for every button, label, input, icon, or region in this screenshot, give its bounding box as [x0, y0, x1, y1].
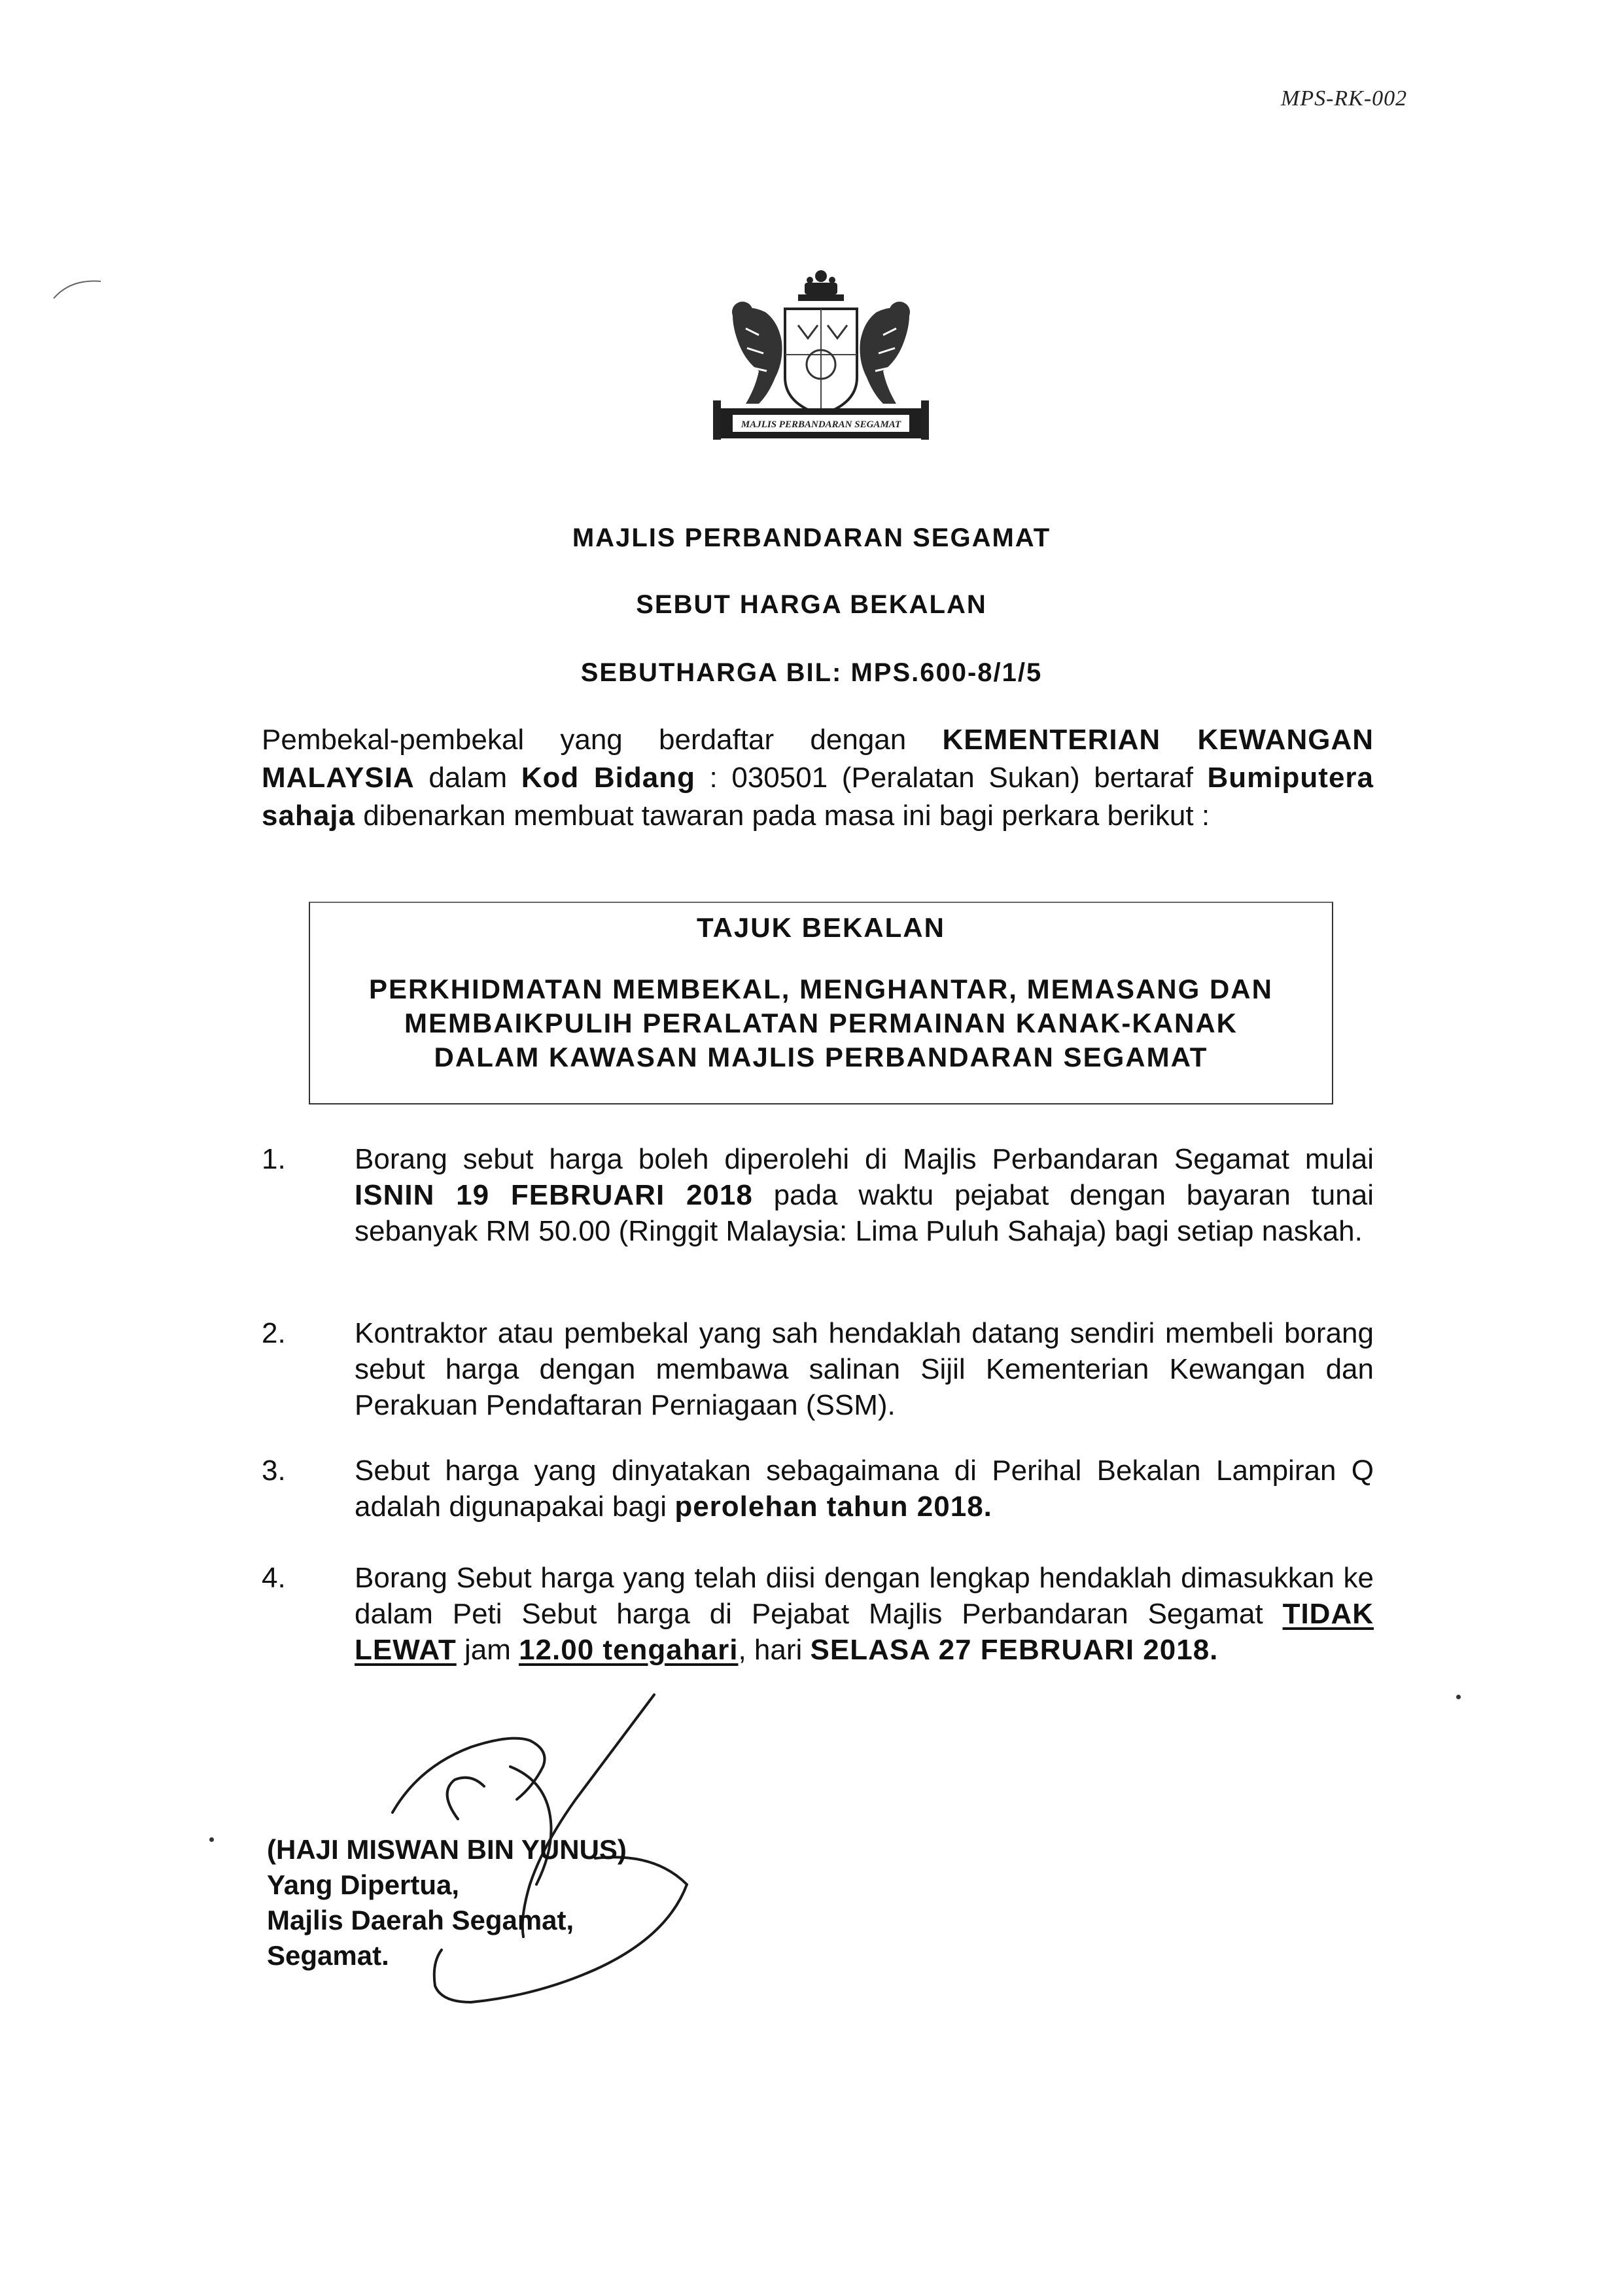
- quotation-number-heading: SEBUTHARGA BIL: MPS.600-8/1/5: [580, 658, 1043, 687]
- signatory-title: Yang Dipertua,: [267, 1869, 460, 1900]
- intro-text: dibenarkan membuat tawaran pada masa ini bagi perkara berikut :: [355, 800, 1210, 832]
- supply-line: MEMBAIKPULIH PERALATAN PERMAINAN KANAK-KANAK: [404, 1008, 1238, 1038]
- item-text: [355, 1560, 1374, 1668]
- supply-description: [336, 972, 1306, 1074]
- signatory-name: (HAJI MISWAN BIN YUNUS): [267, 1834, 627, 1865]
- supply-line: PERKHIDMATAN MEMBEKAL, MENGHANTAR, MEMASANG DAN: [369, 974, 1273, 1004]
- intro-paragraph: [262, 721, 1374, 835]
- item-text-part: Borang sebut harga boleh diperolehi di Majlis Perbandaran Segamat mulai: [355, 1143, 1374, 1175]
- signatory-block: [267, 1832, 627, 1973]
- supply-title-box: [309, 902, 1333, 1104]
- item-text-part: jam: [456, 1634, 519, 1666]
- item-text-part: , hari: [738, 1634, 811, 1666]
- intro-text: Pembekal-pembekal yang berdaftar dengan: [262, 724, 943, 756]
- item-number: 3.: [262, 1455, 286, 1487]
- deadline-qualifier: TIDAK LEWAT: [355, 1598, 1374, 1666]
- council-crest-icon: [707, 263, 935, 453]
- item-text-part: Borang Sebut harga yang telah diisi dengan lengkap hendaklah dimasukkan ke dalam Peti Sebut harga di Pejabat Majlis Perbandaran Segamat: [355, 1562, 1374, 1630]
- item-text: Kontraktor atau pembekal yang sah hendaklah datang sendiri membeli borang sebut harga dengan membawa salinan Sijil Kementerian Kewangan dan Perakuan Pendaftaran Perniagaan (SSM).: [355, 1317, 1374, 1421]
- signatory-place: Segamat.: [267, 1940, 389, 1971]
- signatory-office: Majlis Daerah Segamat,: [267, 1905, 574, 1935]
- item-number: 1.: [262, 1143, 286, 1175]
- svg-text:MAJLIS PERBANDARAN SEGAMAT: MAJLIS PERBANDARAN SEGAMAT: [741, 419, 901, 430]
- notice-type-heading: SEBUT HARGA BEKALAN: [636, 590, 987, 619]
- item-text-part: Sebut harga yang dinyatakan sebagaimana di Perihal Bekalan Lampiran Q adalah digunapakai bagi: [355, 1455, 1374, 1523]
- item-text: [355, 1453, 1374, 1525]
- procurement-year: perolehan tahun 2018.: [674, 1491, 992, 1523]
- item-text: [355, 1141, 1374, 1249]
- supply-box-title: TAJUK BEKALAN: [697, 912, 945, 943]
- ministry-name: KEMENTERIAN KEWANGAN MALAYSIA: [262, 724, 1374, 794]
- field-code-label: Kod Bidang: [521, 762, 695, 794]
- supply-line: DALAM KAWASAN MAJLIS PERBANDARAN SEGAMAT: [434, 1042, 1208, 1072]
- item-number: 4.: [262, 1562, 286, 1594]
- scan-speck: [1456, 1695, 1461, 1699]
- bumiputera-status: Bumiputera sahaja: [262, 762, 1374, 832]
- item-text-part: pada waktu pejabat dengan bayaran tunai sebanyak RM 50.00 (Ringgit Malaysia: Lima Puluh Sahaja) bagi setiap naskah.: [355, 1179, 1374, 1247]
- scan-speck: [209, 1837, 214, 1842]
- deadline-date: SELASA 27 FEBRUARI 2018.: [810, 1634, 1219, 1666]
- opening-date: ISNIN 19 FEBRUARI 2018: [355, 1179, 753, 1211]
- reference-code: MPS-RK-002: [1281, 86, 1408, 111]
- intro-text: : 030501 (Peralatan Sukan) bertaraf: [695, 762, 1208, 794]
- scan-mark-icon: [51, 275, 103, 301]
- intro-text: dalam: [414, 762, 521, 794]
- item-number: 2.: [262, 1317, 286, 1349]
- deadline-time: 12.00 tengahari: [519, 1634, 739, 1666]
- organisation-heading: MAJLIS PERBANDARAN SEGAMAT: [572, 523, 1051, 552]
